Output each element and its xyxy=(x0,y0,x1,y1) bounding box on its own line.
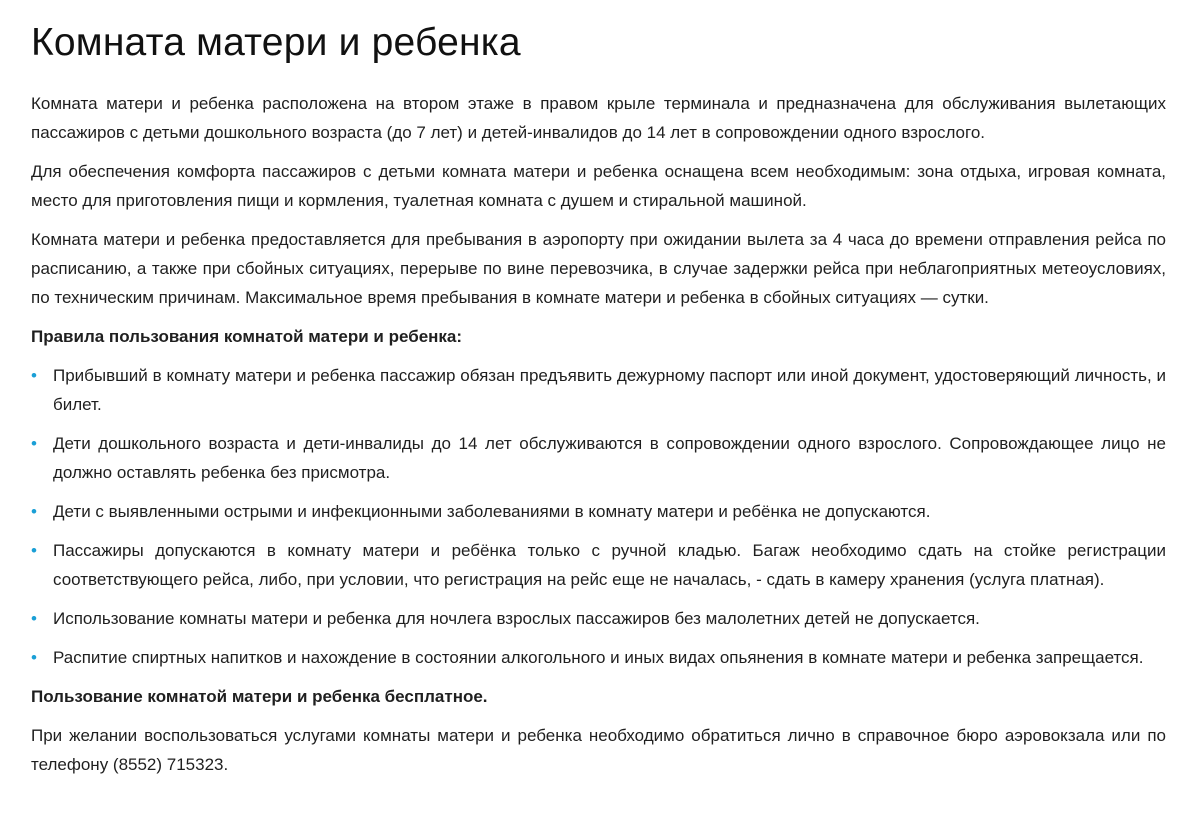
rule-text: Дети с выявленными острыми и инфекционными заболеваниями в комнату матери и ребёнка не допускаются. xyxy=(53,502,931,521)
list-item xyxy=(31,497,1166,526)
rules-heading: Правила пользования комнатой матери и ребенка: xyxy=(31,327,463,346)
bullet-icon: • xyxy=(31,648,37,667)
list-item xyxy=(31,643,1166,672)
rule-text: Дети дошкольного возраста и дети-инвалиды до 14 лет обслуживаются в сопровождении одного взрослого. Сопровождающее лицо не должно оставлять ребенка без присмотра. xyxy=(53,434,1166,482)
list-item xyxy=(31,361,1166,419)
bullet-icon: • xyxy=(31,609,37,628)
bullet-icon: • xyxy=(31,502,37,521)
stay-conditions-paragraph: Комната матери и ребенка предоставляется для пребывания в аэропорту при ожидании вылета за 4 часа до времени отправления рейса по расписанию, а также при сбойных ситуациях, перерыве по вине перевозчика, в случае задержки рейса при неблагоприятных метеоусловиях, по техническим причинам. Максимальное время пребывания в комнате матери и ребенка в сбойных ситуациях — сутки. xyxy=(31,230,1166,307)
contact-paragraph: При желании воспользоваться услугами комнаты матери и ребенка необходимо обратиться лично в справочное бюро аэровокзала или по телефону (8552) 715323. xyxy=(31,726,1166,774)
rule-text: Прибывший в комнату матери и ребенка пассажир обязан предъявить дежурному паспорт или иной документ, удостоверяющий личность, и билет. xyxy=(53,366,1166,414)
rule-text: Распитие спиртных напитков и нахождение в состоянии алкогольного и иных видах опьянения в комнате матери и ребенка запрещается. xyxy=(53,648,1144,667)
list-item xyxy=(31,429,1166,487)
rule-text: Пассажиры допускаются в комнату матери и ребёнка только с ручной кладью. Багаж необходимо сдать на стойке регистрации соответствующего рейса, либо, при условии, что регистрация на рейс еще не началась, - сдать в камеру хранения (услуга платная). xyxy=(53,541,1166,589)
page-title: Комната матери и ребенка xyxy=(31,21,521,64)
rule-text: Использование комнаты матери и ребенка для ночлега взрослых пассажиров без малолетних детей не допускается. xyxy=(53,609,980,628)
list-item xyxy=(31,536,1166,594)
rules-list xyxy=(31,361,1166,672)
amenities-paragraph: Для обеспечения комфорта пассажиров с детьми комната матери и ребенка оснащена всем необходимым: зона отдыха, игровая комната, место для приготовления пищи и кормления, туалетная комната с душем и стиральной машиной. xyxy=(31,162,1166,210)
intro-paragraph: Комната матери и ребенка расположена на втором этаже в правом крыле терминала и предназначена для обслуживания вылетающих пассажиров с детьми дошкольного возраста (до 7 лет) и детей-инвалидов до 14 лет в сопровождении одного взрослого. xyxy=(31,94,1166,142)
bullet-icon: • xyxy=(31,366,37,385)
bullet-icon: • xyxy=(31,541,37,560)
free-service-note: Пользование комнатой матери и ребенка бесплатное. xyxy=(31,687,488,706)
list-item xyxy=(31,604,1166,633)
bullet-icon: • xyxy=(31,434,37,453)
